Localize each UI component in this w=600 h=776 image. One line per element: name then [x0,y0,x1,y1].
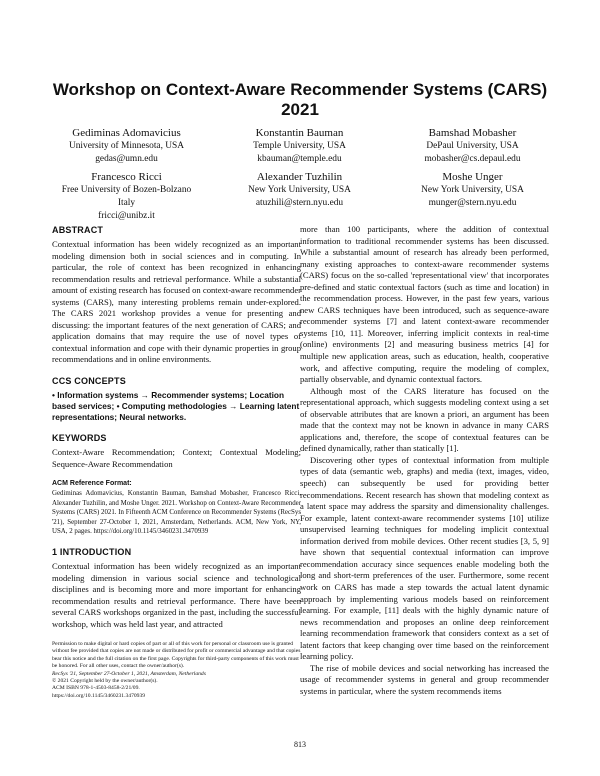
isbn-line: ACM ISBN 978-1-4503-8458-2/21/09. [52,685,140,692]
introduction-text: Contextual information has been widely recognized as an important modeling dimension in various social science and technological disciplines and is becoming more and more important for enhancing recommendation results and retrieval performance. There have been several CARS workshops organized in the past, including the successful workshop, which was held last year, and attracted [52,561,301,629]
author-email: atuzhili@stern.nyu.edu [255,198,344,208]
author-affiliation: University of Minnesota, USA [68,141,185,151]
ccs-section [52,375,301,423]
keywords-text: Context-Aware Recommendation; Context; Contextual Modeling; Sequence-Aware Recommendation [52,447,301,469]
introduction-heading: 1 INTRODUCTION [52,547,132,558]
author-affiliation: Free University of Bozen-Bolzano [61,185,192,195]
author-email: gedas@umn.edu [95,154,158,164]
author-2 [213,126,386,166]
copyright-line: © 2021 Copyright held by the owner/author(s). [52,678,158,685]
permission-text: Permission to make digital or hard copies of part or all of this work for personal or classroom use is granted without fee provided that copies are not made or distributed for profit or commercial advantage and that copies bear this notice and the full citation on the first page. Copyrights for third-party components of this work must be honored. For all other uses, contact the owner/author(s). [52,641,301,670]
body-paragraph: Discovering other types of contextual information from multiple types of data (semantic web, graphs) and media (text, images, video, speech) can subsequently be used for providing better recommendations. Recent research has shown that modeling context as a latent space may address the sparsity and dimensionality challenges. For example, latent context-aware recommender systems [10] utilize unsupervised learning techniques for modeling implicit contextual information derived from mobile devices. Other recent studies [3, 5, 9] have shown that sequential contextual information can improve recommendation accuracy since sequences enable modeling both the long and short-term preferences of the user. Furthermore, some recent work on CARS has made a step towards the actual latent dynamic approach by implementing various models based on reinforcement learning. For example, [11] deals with the highly dynamic nature of news recommendation and proposes an online deep reinforcement learning recommendation framework that considers context as a set of latent factors that keep changing over time based on the reinforcement learning policy. [300,454,549,662]
introduction-section [52,546,301,630]
acm-reference [52,479,301,537]
left-column [52,224,301,639]
acm-reference-text: Gediminas Adomavicius, Konstantin Bauman, Bamshad Mobasher, Francesco Ricci, Alexander Tuzhilin, and Moshe Unger. 2021. Workshop on Context-Aware Recommender Systems (CARS) 2021. In Fifteenth ACM Conference on Recommender Systems (RecSys '21), September 27-October 1, 2021, Amsterdam, Netherlands. ACM, New York, NY, USA, 2 pages. https://doi.org/10.1145/3460231.3470939 [52,490,301,536]
author-email: fricci@unibz.it [98,211,155,221]
author-name: Bamshad Mobasher [428,127,517,139]
author-name: Alexander Tuzhilin [256,171,343,183]
author-3 [386,126,559,166]
body-paragraph: The rise of mobile devices and social networking has increased the usage of recommender systems in general and group recommender systems in particular, where the system recommends items [300,662,549,696]
abstract-heading: ABSTRACT [52,225,104,235]
body-paragraph: more than 100 participants, where the addition of contextual information to traditional recommender systems has been discussed. While a substantial amount of research has already been performed, many existing approaches to context-aware recommender systems (CARS) focus on the so-called 'representational view' that incorporates pre-defined and static contextual factors (such as time and location) in the recommendation process. However, in the past few years, various new CARS techniques have been introduced, such as sequence-aware recommender systems [7] and latent context-aware recommender systems [10, 11]. Moreover, inferring implicit contexts in real-time (online) environments [2] and measuring business metrics [4] for multiple new application areas, such as education, health, cooperative work, and affective computing, require the modeling of complex, partially observable, and dynamic contextual factors. [300,224,549,385]
abstract-section [52,224,301,366]
author-affiliation: DePaul University, USA [426,141,519,151]
doi-line: https://doi.org/10.1145/3460231.3470939 [52,692,146,699]
page-number: 813 [294,740,306,749]
author-1 [40,126,213,166]
author-name: Moshe Unger [442,171,503,183]
author-country: Italy [117,198,136,208]
author-4 [40,170,213,223]
conference-line: RecSys '21, September 27-October 1, 2021, Amsterdam, Netherlands [52,670,206,677]
keywords-section [52,432,301,470]
author-email: kbauman@temple.edu [257,154,342,164]
author-affiliation: New York University, USA [248,185,351,195]
ccs-concepts: • Information systems → Recommender systems; Location based services; • Computing methodologies → Learning latent representations; Neural networks. [52,390,300,423]
right-column [300,224,549,697]
author-affiliation: Temple University, USA [253,141,346,151]
ccs-heading: CCS CONCEPTS [52,376,126,387]
permission-footnote [52,641,301,700]
keywords-heading: KEYWORDS [52,433,107,444]
body-paragraph: Although most of the CARS literature has focused on the representational approach, which suggests modeling context using a set of observable attributes that are known a priori, an argument has been made that the context may not be known in advance in many CARS applications and, therefore, the scope of contextual features can be defined dynamically, rather than statically [1]. [300,385,549,454]
author-email: munger@stern.nyu.edu [428,198,517,208]
author-name: Konstantin Bauman [255,127,344,139]
author-5 [213,170,386,210]
author-name: Gediminas Adomavicius [72,127,181,139]
author-email: mobasher@cs.depaul.edu [424,154,521,164]
abstract-text: Contextual information has been widely recognized as an important modeling dimension both in social sciences and in computing. In particular, the role of context has been recognized in enhancing recommendation results and retrieval performance. While a substantial amount of existing research has focused on context-aware recommender systems (CARS), many interesting problems remain under-explored. The CARS 2021 workshop provides a venue for presenting and discussing: the important features of the next generation of CARS; and application domains that may require the use of novel types of contextual information and cope with their dynamic properties in group recommendations and in online environments. [52,239,301,365]
author-affiliation: New York University, USA [421,185,524,195]
author-6 [386,170,559,210]
paper-title: Workshop on Context-Aware Recommender Systems (CARS) 2021 [52,80,548,119]
author-name: Francesco Ricci [91,171,162,183]
acm-reference-heading: ACM Reference Format: [52,480,132,488]
